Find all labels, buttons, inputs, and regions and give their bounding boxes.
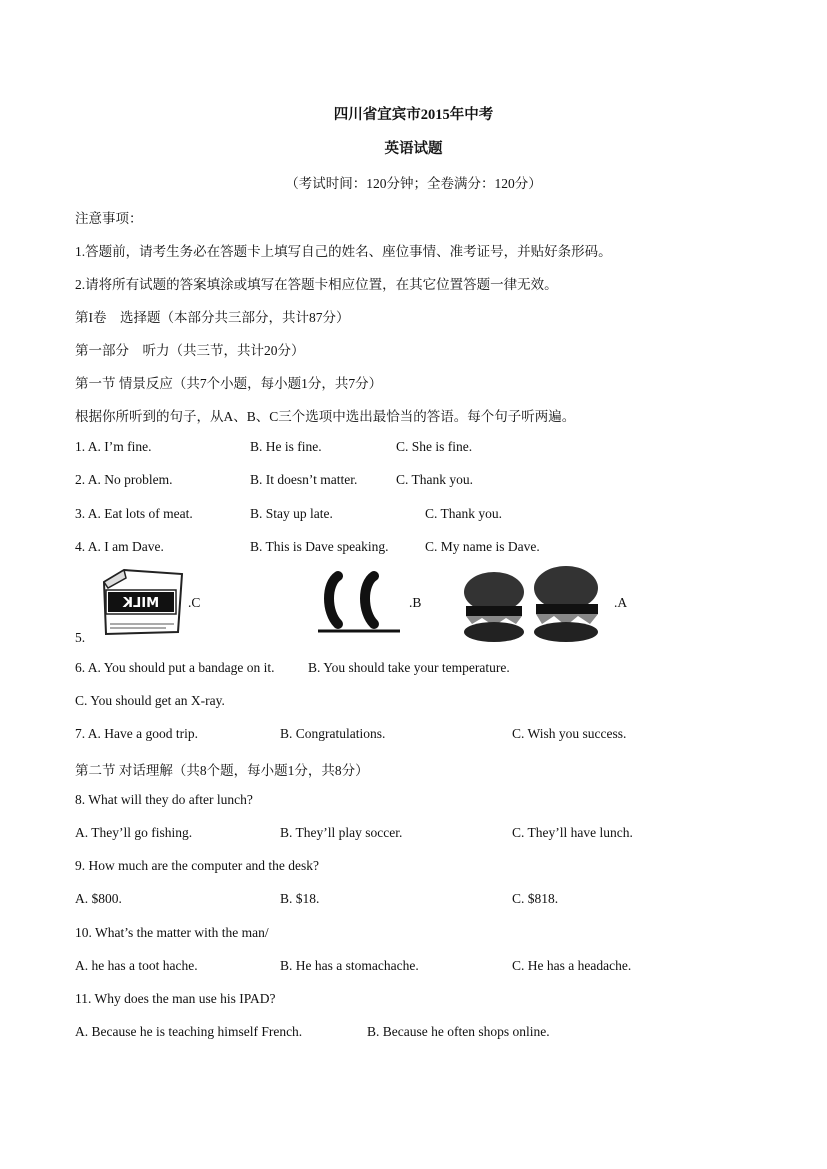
q2-option-a: 2. A. No problem. <box>75 472 173 487</box>
q11-option-b: B. Because he often shops online. <box>367 1024 550 1039</box>
notes-heading: 注意事项： <box>75 211 143 226</box>
q5-label-a: .A <box>614 595 628 610</box>
q5-number: 5. <box>75 630 86 645</box>
q5-label-c: .C <box>188 595 201 610</box>
q10-option-b: B. He has a stomachache. <box>280 958 419 973</box>
section-1-instructions: 根据你所听到的句子，从A、B、C三个选项中选出最恰当的答语。每个句子听两遍。 <box>75 409 576 424</box>
q7-option-a: 7. A. Have a good trip. <box>75 726 198 741</box>
q6-option-b: B. You should take your temperature. <box>308 660 510 675</box>
q3-option-c: C. Thank you. <box>425 506 502 521</box>
q3-option-a: 3. A. Eat lots of meat. <box>75 506 193 521</box>
q6-option-c: C. You should get an X-ray. <box>75 693 225 708</box>
q3-option-b: B. Stay up late. <box>250 506 333 521</box>
q1-option-b: B. He is fine. <box>250 439 322 454</box>
q9-option-c: C. $818. <box>512 891 559 906</box>
q6-option-a: 6. A. You should put a bandage on it. <box>75 660 275 675</box>
q8-stem: 8. What will they do after lunch? <box>75 792 253 807</box>
q1-option-a: 1. A. I’m fine. <box>75 439 152 454</box>
q10-option-a: A. he has a toot hache. <box>75 958 198 973</box>
q8-option-b: B. They’ll play soccer. <box>280 825 403 840</box>
q10-option-c: C. He has a headache. <box>512 958 632 973</box>
q9-stem: 9. How much are the computer and the desk? <box>75 858 320 873</box>
exam-subtitle: 英语试题 <box>384 141 443 157</box>
milk-carton-label: MILK <box>122 596 160 611</box>
sausages-picture <box>316 570 402 634</box>
part-1-heading: 第一部分 听力（共三节，共计20分） <box>75 343 305 358</box>
section-2-heading: 第二节 对话理解（共8个题，每小题1分，共8分） <box>75 763 369 778</box>
q4-option-a: 4. A. I am Dave. <box>75 539 164 554</box>
exam-info: （考试时间：120分钟；全卷满分：120分） <box>285 176 542 191</box>
q4-option-b: B. This is Dave speaking. <box>250 539 389 554</box>
q7-option-c: C. Wish you success. <box>512 726 627 741</box>
q7-option-b: B. Congratulations. <box>280 726 386 741</box>
q2-option-c: C. Thank you. <box>396 472 473 487</box>
volume-1-heading: 第I卷 选择题（本部分共三部分，共计87分） <box>75 310 350 325</box>
note-2: 2.请将所有试题的答案填涂或填写在答题卡相应位置，在其它位置答题一律无效。 <box>75 277 558 292</box>
q11-option-a: A. Because he is teaching himself French. <box>75 1024 303 1039</box>
q9-option-a: A. $800. <box>75 891 122 906</box>
section-1-heading: 第一节 情景反应（共7个小题，每小题1分，共7分） <box>75 376 383 391</box>
q2-option-b: B. It doesn’t matter. <box>250 472 358 487</box>
q9-option-b: B. $18. <box>280 891 320 906</box>
q8-option-a: A. They’ll go fishing. <box>75 825 193 840</box>
milk-carton-picture <box>96 568 184 638</box>
q11-stem: 11. Why does the man use his IPAD? <box>75 991 276 1006</box>
q4-option-c: C. My name is Dave. <box>425 539 540 554</box>
hamburgers-picture <box>462 566 606 644</box>
q8-option-c: C. They’ll have lunch. <box>512 825 633 840</box>
q10-stem: 10. What’s the matter with the man/ <box>75 925 269 940</box>
exam-title: 四川省宜宾市2015年中考 <box>333 107 494 123</box>
q1-option-c: C. She is fine. <box>396 439 473 454</box>
q5-label-b: .B <box>409 595 422 610</box>
note-1: 1.答题前，请考生务必在答题卡上填写自己的姓名、座位事情、准考证号，并贴好条形码。 <box>75 244 612 259</box>
